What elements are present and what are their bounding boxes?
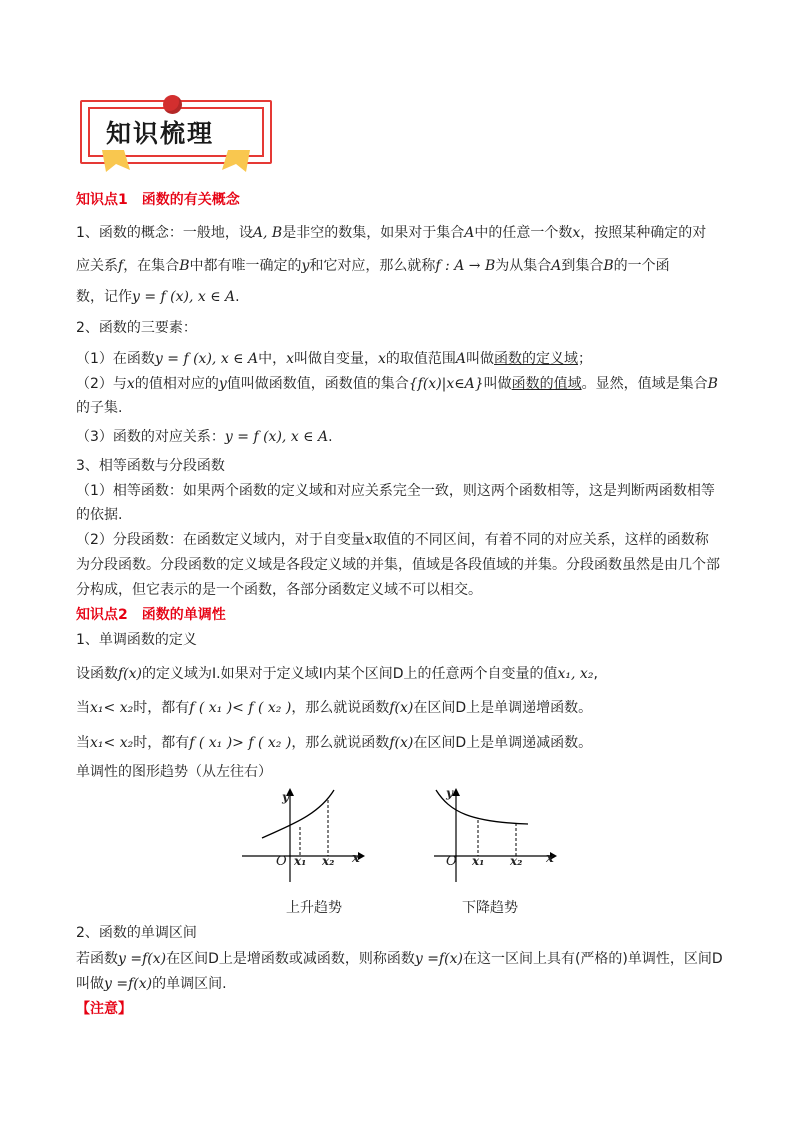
text: 若函数 (76, 951, 118, 967)
text: 设函数 (76, 666, 118, 682)
kp2-interval-line-1 (76, 949, 723, 969)
math: B (179, 258, 190, 274)
text: 叫做自变量， (294, 351, 378, 367)
text: ，按照某种确定的对 (580, 225, 707, 241)
dec-x2-label: x₂ (510, 854, 523, 868)
kp2-definition-title: 1、单调函数的定义 (76, 632, 197, 648)
text: , (593, 666, 598, 682)
text: 的定义域为I.如果对于定义域I内某个区间D上的任意两个自变量的值 (142, 666, 558, 682)
inc-x-label: x (352, 851, 360, 866)
text: 是非空的数集，如果对于集合 (282, 225, 465, 241)
text: 的值相对应的 (134, 376, 219, 392)
kp2-interval-line-2 (76, 974, 227, 994)
math: f(x) (389, 735, 414, 751)
text: . (328, 429, 333, 445)
text: 中， (258, 351, 287, 367)
underlined-term: 函数的值域 (511, 376, 582, 392)
text: 应关系 (76, 258, 118, 274)
kp2-heading: 知识点2 函数的单调性 (76, 607, 226, 623)
text: 中的任意一个数 (474, 225, 573, 241)
kp1-piecewise-line-3: 分构成，但它表示的是一个函数，各部分函数定义域不可以相交。 (76, 582, 482, 598)
text: ，那么就说函数 (291, 735, 390, 751)
text: 为从集合 (495, 258, 552, 274)
text: 值叫做函数值，函数值的集合 (226, 376, 409, 392)
math: x (364, 532, 373, 548)
text: 叫做 (483, 376, 512, 392)
text: 中都有唯一确定的 (189, 258, 302, 274)
text: 和它对应，那么就称 (309, 258, 436, 274)
math: B (603, 258, 614, 274)
text: 时，都有 (133, 735, 190, 751)
dec-origin-label: O (446, 854, 457, 869)
text: 当 (76, 700, 90, 716)
math: y (301, 258, 310, 274)
text: 的单调区间. (152, 976, 227, 992)
math: A (455, 351, 467, 367)
text: （2）与 (76, 376, 127, 392)
inc-x2-label: x₂ (322, 854, 335, 868)
kp2-decreasing-line (76, 733, 592, 753)
text: 当 (76, 735, 90, 751)
math: f : A → B (435, 258, 496, 274)
math: f ( x₁ )< f ( x₂ ) (189, 700, 292, 716)
kp2-increasing-line (76, 698, 592, 718)
banner-title: 知识梳理 (106, 119, 215, 148)
math: f (118, 258, 124, 274)
text: 叫做 (76, 976, 104, 992)
dec-x1-label: x₁ (472, 854, 485, 868)
text: ，那么就说函数 (291, 700, 390, 716)
text: ； (578, 351, 593, 367)
text: 1、函数的概念：一般地，设 (76, 225, 253, 241)
math: y = f (x), x ∈ A (132, 289, 236, 305)
kp1-piecewise-line-2: 为分段函数。分段函数的定义域是各段定义域的并集，值域是各段值域的并集。分段函数虽然是由几个部 (76, 557, 720, 573)
pin-icon (163, 95, 182, 114)
inc-origin-label: O (276, 854, 287, 869)
kp1-piecewise-line-1 (76, 530, 709, 550)
math: y =f(x) (118, 951, 167, 967)
kp1-concept-line-2 (76, 256, 670, 276)
text: 叫做 (466, 351, 495, 367)
kp1-element-1 (76, 349, 592, 369)
underlined-term: 函数的定义域 (494, 351, 579, 367)
dec-caption: 下降趋势 (462, 900, 518, 916)
ribbon-right-icon (222, 150, 250, 172)
text: （1）在函数 (76, 351, 155, 367)
kp1-element-2 (76, 374, 718, 394)
text: 的一个函 (613, 258, 670, 274)
text: 数，记作 (76, 289, 132, 305)
text: 。显然，值域是集合 (581, 376, 708, 392)
kp1-equal-piecewise: 3、相等函数与分段函数 (76, 458, 225, 474)
text: （2）分段函数：在函数定义域内，对于自变量 (76, 532, 365, 548)
math: x₁< x₂ (90, 735, 134, 751)
text: ，在集合 (123, 258, 180, 274)
text: （3）函数的对应关系： (76, 429, 225, 445)
kp2-definition-line (76, 664, 598, 684)
inc-caption: 上升趋势 (286, 900, 342, 916)
inc-x1-label: x₁ (294, 854, 307, 868)
kp2-interval-title: 2、函数的单调区间 (76, 925, 197, 941)
math: x (572, 225, 581, 241)
text: 在区间D上是单调递减函数。 (413, 735, 593, 751)
text: 在这一区间上具有(严格的)单调性，区间D (462, 951, 723, 967)
kp1-heading: 知识点1 函数的有关概念 (76, 192, 240, 208)
math: {f(x)|x∈A} (408, 376, 484, 392)
math: f(x) (118, 666, 143, 682)
ribbon-left-icon (102, 150, 130, 172)
math: A (464, 225, 475, 241)
text: 在区间D上是单调递增函数。 (413, 700, 593, 716)
kp1-concept-line-3 (76, 287, 240, 307)
math: x₁, x₂ (557, 666, 594, 682)
math: x (378, 351, 386, 367)
kp1-element-3 (76, 427, 333, 447)
note-label: 【注意】 (76, 1001, 132, 1017)
math: B (707, 376, 718, 392)
math: A, B (252, 225, 283, 241)
math: y = f (x), x ∈ A (154, 351, 259, 367)
math: y =f(x) (414, 951, 463, 967)
text: 到集合 (561, 258, 604, 274)
dec-y-label: y (446, 786, 453, 800)
kp1-concept-line-1 (76, 223, 706, 243)
math: A (551, 258, 562, 274)
math: x (286, 351, 294, 367)
kp2-trend-title: 单调性的图形趋势（从左往右） (76, 764, 272, 780)
increasing-curve (262, 790, 334, 838)
math: y = f (x), x ∈ A (224, 429, 329, 445)
kp1-element-2-cont: 的子集. (76, 400, 123, 416)
kp1-three-elements: 2、函数的三要素： (76, 320, 197, 336)
dec-x-label: x (546, 851, 554, 866)
text: 取值的不同区间，有着不同的对应关系，这样的函数称 (372, 532, 709, 548)
text: 时，都有 (133, 700, 190, 716)
text: 的取值范围 (385, 351, 456, 367)
math: y (218, 376, 227, 392)
math: f(x) (389, 700, 414, 716)
inc-y-label: y (282, 790, 289, 804)
text: . (235, 289, 240, 305)
math: x (126, 376, 135, 392)
y-axis-arrow-icon (452, 788, 460, 796)
text: 在区间D上是增函数或减函数，则称函数 (166, 951, 415, 967)
kp1-equal-fn-line-2: 的依据. (76, 507, 123, 523)
math: f ( x₁ )> f ( x₂ ) (189, 735, 292, 751)
math: y =f(x) (104, 976, 153, 992)
math: x₁< x₂ (90, 700, 134, 716)
kp1-equal-fn-line-1: （1）相等函数：如果两个函数的定义域和对应关系完全一致，则这两个函数相等，这是判断两函数相等 (76, 483, 715, 499)
